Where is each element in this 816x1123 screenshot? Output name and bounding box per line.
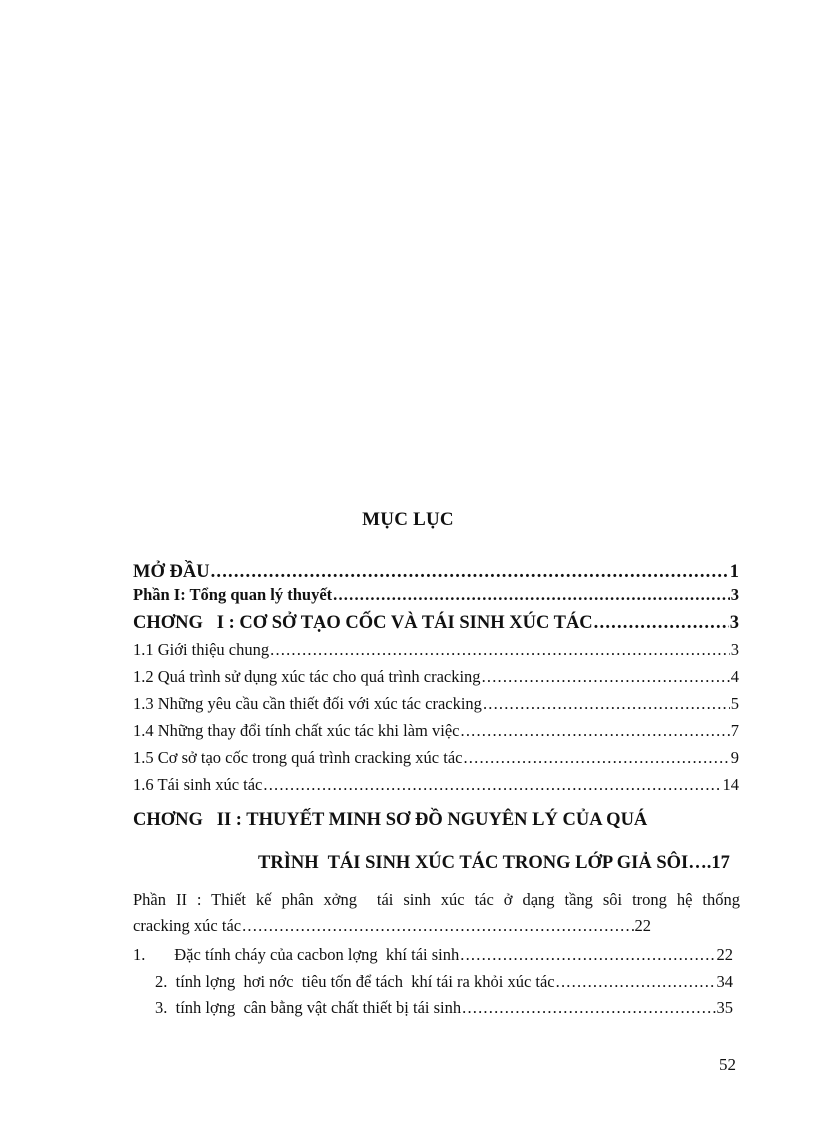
toc-item-3 xyxy=(155,998,733,1018)
toc-entry-page: 7 xyxy=(730,721,739,740)
toc-entry-1-1 xyxy=(133,640,739,660)
toc-entry-label: 1.2 Quá trình sử dụng xúc tác cho quá trình cracking xyxy=(133,667,481,686)
toc-title: MỤC LỤC xyxy=(362,509,454,530)
toc-entry-page: 3 xyxy=(729,613,739,633)
toc-entry-label: CHƠNG I : CƠ SỞ TẠO CỐC VÀ TÁI SINH XÚC TÁC xyxy=(133,613,593,633)
toc-entry-label: 1. Đặc tính cháy của cacbon lợng khí tái sinh xyxy=(133,945,460,964)
toc-entry-1-4 xyxy=(133,721,739,741)
toc-entry-label: 3. tính lợng cân bằng vật chất thiết bị tái sinh xyxy=(155,998,462,1017)
toc-entry-chuong-1 xyxy=(133,613,739,634)
toc-entry-phan-1 xyxy=(133,585,739,605)
dot-leader xyxy=(556,972,716,992)
toc-entry-page: 9 xyxy=(730,748,739,767)
dot-leader xyxy=(460,945,715,965)
toc-part-2-line1: Phần II : Thiết kế phân xởng tái sinh xúc tác ở dạng tầng sôi trong hệ thống xyxy=(133,890,740,909)
dot-leader xyxy=(482,667,730,687)
toc-entry-page: 35 xyxy=(716,998,733,1017)
toc-entry-label: 1.5 Cơ sở tạo cốc trong quá trình cracking xúc tác xyxy=(133,748,463,767)
dot-leader xyxy=(461,721,730,741)
toc-item-1 xyxy=(133,945,733,965)
toc-entry-page: 3 xyxy=(730,585,739,604)
dot-leader xyxy=(211,562,729,583)
toc-entry-label: 1.3 Những yêu cầu cần thiết đối với xúc tác cracking xyxy=(133,694,482,713)
toc-entry-label: cracking xúc tác xyxy=(133,916,242,935)
toc-entry-page: 1 xyxy=(729,562,739,582)
toc-entry-1-5 xyxy=(133,748,739,768)
toc-entry-page: 3 xyxy=(730,640,739,659)
toc-part-2-line2 xyxy=(133,916,651,936)
toc-entry-page: 22 xyxy=(634,916,651,935)
dot-leader xyxy=(463,748,729,768)
dot-leader xyxy=(333,585,730,605)
toc-entry-1-2 xyxy=(133,667,739,687)
dot-leader xyxy=(270,640,730,660)
toc-entry-label: Phần I: Tổng quan lý thuyết xyxy=(133,585,333,604)
toc-chapter-2-line1: CHƠNG II : THUYẾT MINH SƠ ĐỒ NGUYÊN LÝ CỦA QUÁ xyxy=(133,810,648,830)
toc-entry-mo-dau xyxy=(133,562,739,583)
toc-entry-label: 1.1 Giới thiệu chung xyxy=(133,640,270,659)
toc-entry-1-6 xyxy=(133,775,739,795)
toc-entry-label: MỞ ĐẦU xyxy=(133,562,210,582)
toc-entry-page: 14 xyxy=(722,775,739,794)
toc-entry-page: 5 xyxy=(730,694,739,713)
dot-leader xyxy=(242,916,633,936)
toc-entry-1-3 xyxy=(133,694,739,714)
toc-entry-label: 2. tính lợng hơi nớc tiêu tốn để tách khí tái ra khỏi xúc tác xyxy=(155,972,555,991)
toc-entry-page: 22 xyxy=(716,945,733,964)
page-number: 52 xyxy=(719,1055,736,1074)
toc-entry-label: 1.4 Những thay đổi tính chất xúc tác khi làm việc xyxy=(133,721,460,740)
toc-item-2 xyxy=(155,972,733,992)
dot-leader xyxy=(594,613,729,634)
dot-leader xyxy=(462,998,715,1018)
toc-entry-label: 1.6 Tái sinh xúc tác xyxy=(133,775,263,794)
toc-chapter-2-line2: TRÌNH TÁI SINH XÚC TÁC TRONG LỚP GIẢ SÔI….17 xyxy=(258,853,730,873)
dot-leader xyxy=(263,775,721,795)
dot-leader xyxy=(483,694,730,714)
toc-entry-page: 4 xyxy=(730,667,739,686)
toc-entry-page: 34 xyxy=(716,972,733,991)
